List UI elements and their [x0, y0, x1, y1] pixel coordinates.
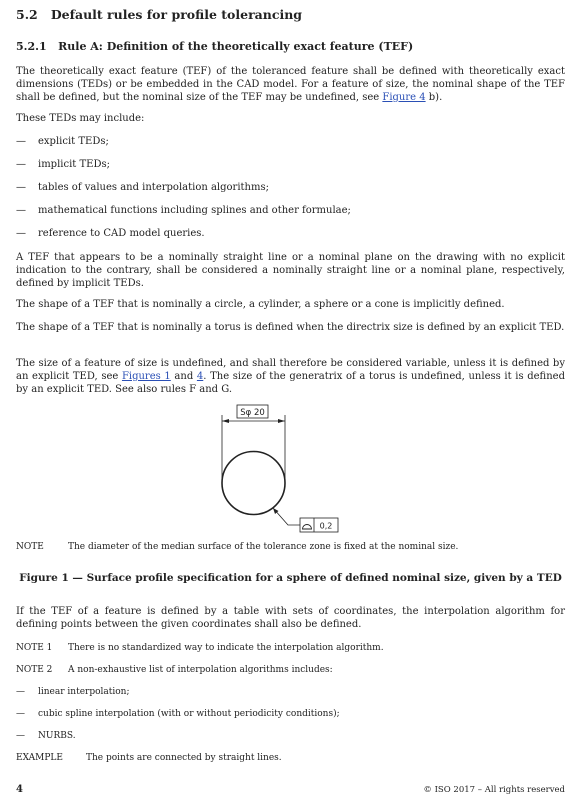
arrowhead-left: [222, 419, 229, 423]
list-item-text: linear interpolation;: [38, 687, 130, 697]
paragraph-table-coordinates: If the TEF of a feature is defined by a table with sets of coordinates, the interpolation algorithm for defining points between the given coordinates shall also be defined.: [16, 606, 565, 630]
note-2-text: A non-exhaustive list of interpolation algorithms includes:: [68, 665, 333, 675]
section-heading: [16, 7, 302, 22]
list-item-text: mathematical functions including splines and other formulae;: [38, 205, 351, 216]
list-item-text: cubic spline interpolation (with or without periodicity conditions);: [38, 709, 340, 719]
list-item: — mathematical functions including splines and other formulae;: [16, 205, 351, 216]
section-title: Default rules for profile tolerancing: [50, 7, 303, 22]
figure-note-text: The diameter of the median surface of the tolerance zone is fixed at the nominal size.: [68, 542, 459, 552]
paragraph-text: The size of a feature of size is undefined, and shall therefore be considered variable, unless it is defined by an explicit TED, see: [16, 358, 565, 382]
sphere-outline: [222, 452, 285, 515]
paragraph-size-undefined: [16, 357, 565, 396]
list-item: — reference to CAD model queries.: [16, 228, 205, 239]
note-1-text: There is no standardized way to indicate the interpolation algorithm.: [68, 643, 384, 653]
paragraph-text: b).: [425, 92, 443, 103]
list-item: — NURBS.: [16, 731, 76, 741]
paragraph-text: The theoretically exact feature (TEF) of the toleranced feature shall be defined with theoretically exact dimensions (TEDs) or be embedded in the CAD model. For a feature of size, the nominal shape of the TEF shall be defined, but the nominal size of the TEF may be undefined, see: [16, 66, 565, 103]
subsection-number: 5.2.1: [16, 40, 47, 53]
paragraph-tef-definition: [16, 65, 565, 104]
paragraph-text: . The size of the generatrix of a torus is undefined, unless it is defined by an explicit TED. See also rules F and G.: [16, 371, 565, 395]
figures-1-link[interactable]: Figures 1: [121, 371, 171, 382]
note-label: NOTE: [16, 542, 44, 552]
paragraph-text: and: [170, 371, 197, 382]
list-item: — explicit TEDs;: [16, 136, 109, 147]
figure-note: [16, 541, 44, 553]
list-item: — linear interpolation;: [16, 687, 130, 697]
paragraph-circle-shape: The shape of a TEF that is nominally a circle, a cylinder, a sphere or a cone is implicitly defined.: [16, 299, 505, 310]
note-2-label: NOTE 2: [16, 665, 53, 675]
figure-1-drawing: [200, 403, 360, 533]
arrowhead-right: [278, 419, 285, 423]
tolerance-value: 0,2: [319, 521, 333, 531]
example-text: The points are connected by straight lines.: [86, 753, 282, 763]
list-item: — implicit TEDs;: [16, 159, 110, 170]
figure-4-link[interactable]: Figure 4: [382, 92, 426, 103]
note-1-label: NOTE 1: [16, 643, 53, 653]
list-item: — tables of values and interpolation algorithms;: [16, 182, 269, 193]
figure-caption: Figure 1 — Surface profile specification for a sphere of defined nominal size, given by a TED: [19, 572, 562, 584]
paragraph-torus-shape: The shape of a TEF that is nominally a torus is defined when the directrix size is defined by an explicit TED.: [16, 322, 565, 333]
list-item-text: implicit TEDs;: [38, 159, 110, 170]
list-item-text: tables of values and interpolation algorithms;: [38, 182, 269, 193]
example-label: EXAMPLE: [16, 753, 63, 763]
page-number: 4: [16, 784, 23, 795]
list-item-text: explicit TEDs;: [38, 136, 109, 147]
paragraph-teds-include: These TEDs may include:: [16, 113, 145, 124]
list-item: — cubic spline interpolation (with or without periodicity conditions);: [16, 709, 340, 719]
list-item-text: reference to CAD model queries.: [38, 228, 205, 239]
copyright: © ISO 2017 – All rights reserved: [423, 785, 565, 795]
list-item-text: NURBS.: [38, 731, 76, 741]
subsection-heading: [16, 40, 413, 53]
paragraph-straight-line: A TEF that appears to be a nominally straight line or a nominal plane on the drawing with no explicit indication to the contrary, shall be considered a nominally straight line or a nominal plane, respectively, defined by implicit TEDs.: [16, 252, 565, 289]
figure-4-link[interactable]: 4: [196, 371, 204, 382]
section-number: 5.2: [16, 7, 38, 22]
ted-dimension-text: Sφ 20: [240, 408, 265, 418]
subsection-title: Rule A: Definition of the theoretically exact feature (TEF): [58, 40, 414, 53]
